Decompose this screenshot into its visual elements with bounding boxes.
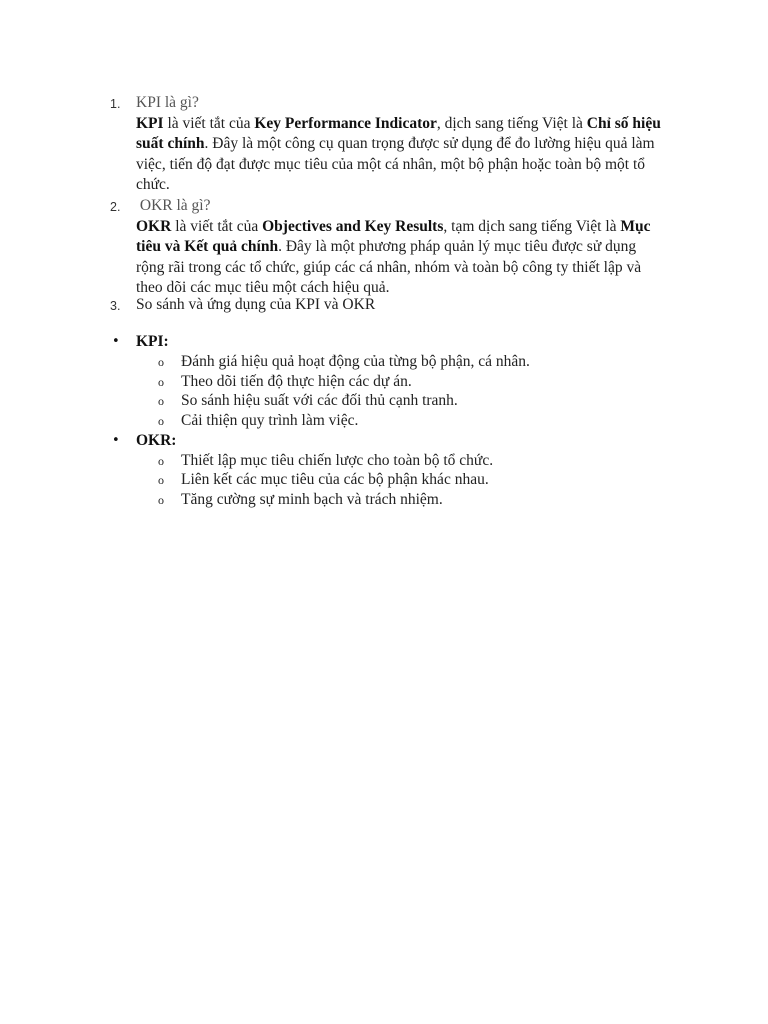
bullet-marker: • — [112, 334, 120, 349]
list-number: 3. — [110, 299, 121, 313]
list-item — [158, 391, 458, 411]
sub-bullet-marker: o — [158, 374, 164, 389]
sub-bullet-marker: o — [158, 355, 164, 369]
term-bold: OKR — [136, 217, 172, 235]
question-heading: OKR là gì? — [136, 197, 211, 214]
sub-bullet-marker: o — [158, 473, 164, 487]
sub-bullet-marker: o — [158, 413, 164, 428]
list-item-text: Cải thiện quy trình làm việc. — [181, 411, 359, 429]
list-number: 2. — [110, 200, 121, 214]
full-name-bold: Key Performance Indicator — [254, 114, 437, 132]
text-run: . Đây là một công cụ quan trọng được sử dụng để đo lường hiệu quả làm việc, tiến độ đạt được mục tiêu của một cá nhân, một bộ phận hoặc toàn bộ một tổ chức. — [136, 135, 655, 193]
bullet-heading: OKR: — [136, 432, 177, 449]
section-heading: So sánh và ứng dụng của KPI và OKR — [136, 296, 376, 313]
vietnamese-name-bold: Chỉ số hiệu suất chính — [136, 114, 661, 152]
list-item-text: Thiết lập mục tiêu chiến lược cho toàn bộ tổ chức. — [181, 451, 494, 469]
term-bold: KPI — [136, 114, 164, 132]
text-run: . Đây là một phương pháp quản lý mục tiêu được sử dụng rộng rãi trong các tổ chức, giúp các cá nhân, nhóm và toàn bộ công ty thiết lập và theo dõi các mục tiêu một cách hiệu quả. — [136, 238, 642, 296]
list-item-text: Theo dõi tiến độ thực hiện các dự án. — [181, 372, 412, 390]
list-item — [158, 490, 443, 510]
list-item-text: Tăng cường sự minh bạch và trách nhiệm. — [181, 490, 443, 508]
bullet-okr — [112, 431, 177, 451]
question-heading: KPI là gì? — [136, 94, 199, 111]
sub-bullet-marker: o — [158, 492, 164, 507]
list-number: 1. — [110, 97, 121, 111]
numbered-item-okr — [110, 196, 666, 299]
numbered-item-kpi — [110, 93, 666, 196]
bullet-marker: • — [112, 433, 120, 448]
list-item — [158, 411, 359, 431]
vietnamese-name-bold: Mục tiêu và Kết quả chính — [136, 217, 651, 255]
definition-paragraph — [136, 114, 666, 196]
text-run: là viết tắt của — [163, 114, 255, 132]
full-name-bold: Objectives and Key Results — [262, 217, 444, 235]
numbered-item-compare — [110, 295, 666, 316]
list-item-text: So sánh hiệu suất với các đối thủ cạnh tranh. — [181, 392, 458, 409]
text-run: , tạm dịch sang tiếng Việt là — [443, 217, 621, 235]
sub-bullet-marker: o — [158, 394, 164, 408]
text-run: , dịch sang tiếng Việt là — [436, 114, 587, 132]
text-run: là viết tắt của — [171, 217, 263, 235]
list-item-text: Liên kết các mục tiêu của các bộ phận khác nhau. — [181, 471, 489, 488]
list-item — [158, 451, 494, 471]
list-item-text: Đánh giá hiệu quả hoạt động của từng bộ phận, cá nhân. — [181, 353, 530, 370]
definition-paragraph — [136, 217, 666, 299]
sub-bullet-marker: o — [158, 453, 164, 468]
list-item — [158, 372, 412, 392]
bullet-kpi — [112, 332, 169, 352]
bullet-heading: KPI: — [136, 333, 169, 350]
list-item — [158, 470, 489, 490]
list-item — [158, 352, 530, 372]
